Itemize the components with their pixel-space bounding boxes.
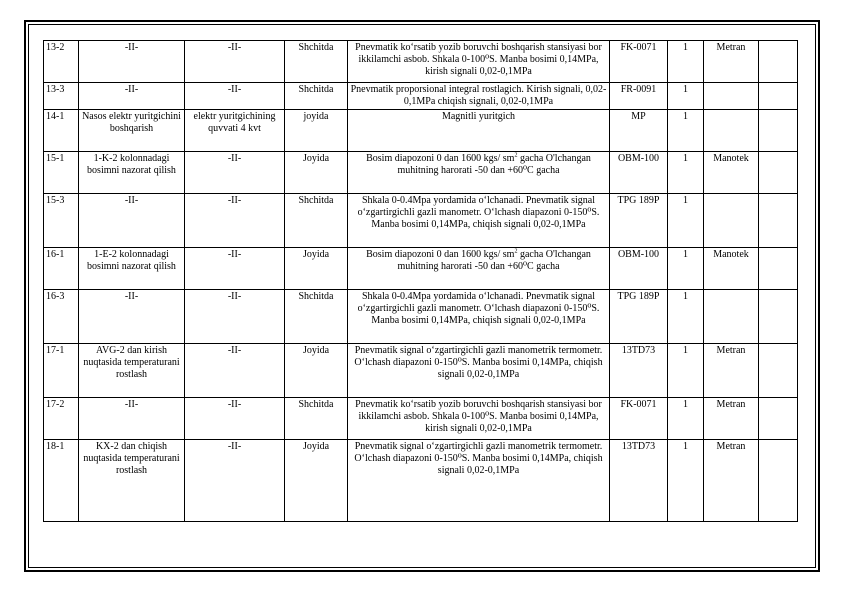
cell-manufacturer: Metran	[704, 344, 759, 398]
cell-position: 13-3	[44, 83, 79, 110]
cell-manufacturer: Metran	[704, 41, 759, 83]
cell-position: 16-1	[44, 248, 79, 290]
cell-manufacturer	[704, 83, 759, 110]
table-row	[44, 41, 798, 83]
cell-location: Joyida	[285, 440, 348, 522]
table-row	[44, 344, 798, 398]
cell-description: Shkala 0-0.4Mpa yordamida o‘lchanadi. Pnevmatik signal o‘zgartirgichli gazli manometr. O‘lchash diapazoni 0-150⁰S. Manba bosimi 0,14MPa, chiqish signali 0,02-0,1MPa	[348, 194, 610, 248]
cell-location: Joyida	[285, 152, 348, 194]
cell-location: Shchitda	[285, 41, 348, 83]
cell-blank	[759, 440, 798, 522]
cell-parameter: -II-	[79, 83, 185, 110]
cell-parameter: -II-	[79, 290, 185, 344]
cell-position: 15-1	[44, 152, 79, 194]
cell-manufacturer	[704, 194, 759, 248]
cell-blank	[759, 248, 798, 290]
cell-position: 13-2	[44, 41, 79, 83]
cell-type: TPG 189P	[610, 290, 668, 344]
cell-description: Magnitli yuritgich	[348, 110, 610, 152]
cell-quantity: 1	[668, 248, 704, 290]
cell-type: FK-0071	[610, 41, 668, 83]
cell-quantity: 1	[668, 152, 704, 194]
cell-quantity: 1	[668, 194, 704, 248]
table-row	[44, 152, 798, 194]
cell-position: 17-1	[44, 344, 79, 398]
cell-function: -II-	[185, 194, 285, 248]
cell-parameter: AVG-2 dan kirish nuqtasida temperaturani rostlash	[79, 344, 185, 398]
cell-parameter: -II-	[79, 398, 185, 440]
cell-blank	[759, 41, 798, 83]
cell-manufacturer: Metran	[704, 398, 759, 440]
table-row	[44, 194, 798, 248]
table-row	[44, 248, 798, 290]
cell-type: FK-0071	[610, 398, 668, 440]
cell-description: Pnevmatik ko‘rsatib yozib boruvchi boshqarish stansiyasi bor ikkilamchi asbob. Shkala 0-100⁰S. Manba bosimi 0,14MPa, kirish signali 0,02-0,1MPa	[348, 41, 610, 83]
cell-position: 18-1	[44, 440, 79, 522]
cell-type: 13TD73	[610, 440, 668, 522]
cell-manufacturer	[704, 110, 759, 152]
cell-location: Shchitda	[285, 83, 348, 110]
cell-description: Pnevmatik signal o‘zgartirgichli gazli manometrik termometr. O‘lchash diapazoni 0-150⁰S. Manba bosimi 0,14MPa, chiqish signali 0,02-0,1MPa	[348, 440, 610, 522]
cell-type: FR-0091	[610, 83, 668, 110]
cell-position: 15-3	[44, 194, 79, 248]
cell-parameter: -II-	[79, 194, 185, 248]
cell-manufacturer: Metran	[704, 440, 759, 522]
cell-type: OBM-100	[610, 152, 668, 194]
cell-parameter: -II-	[79, 41, 185, 83]
cell-description: Pnevmatik signal o‘zgartirgichli gazli manometrik termometr. O‘lchash diapazoni 0-150⁰S. Manba bosimi 0,14MPa, chiqish signali 0,02-0,1MPa	[348, 344, 610, 398]
cell-quantity: 1	[668, 344, 704, 398]
cell-location: Shchitda	[285, 290, 348, 344]
cell-function: elektr yuritgichining quvvati 4 kvt	[185, 110, 285, 152]
description-text: Bosim diapozoni 0 dan 1600 kgs/ sm	[366, 249, 515, 260]
cell-description	[348, 152, 610, 194]
cell-quantity: 1	[668, 110, 704, 152]
cell-type: OBM-100	[610, 248, 668, 290]
cell-position: 14-1	[44, 110, 79, 152]
cell-quantity: 1	[668, 398, 704, 440]
table-body	[44, 41, 798, 522]
cell-function: -II-	[185, 440, 285, 522]
cell-manufacturer: Manotek	[704, 248, 759, 290]
cell-description: Pnevmatik proporsional integral rostlagich. Kirish signali, 0,02-0,1MPa chiqish signali, 0,02-0,1MPa	[348, 83, 610, 110]
cell-blank	[759, 344, 798, 398]
cell-parameter: 1-E-2 kolonnadagi bosimni nazorat qilish	[79, 248, 185, 290]
cell-blank	[759, 194, 798, 248]
cell-quantity: 1	[668, 440, 704, 522]
cell-location: joyida	[285, 110, 348, 152]
superscript: 2	[514, 248, 518, 255]
cell-blank	[759, 290, 798, 344]
cell-description: Shkala 0-0.4Mpa yordamida o‘lchanadi. Pnevmatik signal o‘zgartirgichli gazli manometr. O‘lchash diapazoni 0-150⁰S. Manba bosimi 0,14MPa, chiqish signali 0,02-0,1MPa	[348, 290, 610, 344]
cell-manufacturer: Manotek	[704, 152, 759, 194]
table-row	[44, 398, 798, 440]
cell-quantity: 1	[668, 83, 704, 110]
cell-function: -II-	[185, 290, 285, 344]
table-row	[44, 290, 798, 344]
cell-location: Shchitda	[285, 398, 348, 440]
cell-function: -II-	[185, 248, 285, 290]
cell-function: -II-	[185, 398, 285, 440]
cell-blank	[759, 110, 798, 152]
cell-function: -II-	[185, 344, 285, 398]
table-row	[44, 440, 798, 522]
cell-function: -II-	[185, 152, 285, 194]
table-row	[44, 83, 798, 110]
cell-quantity: 1	[668, 290, 704, 344]
description-text: Bosim diapozoni 0 dan 1600 kgs/ sm	[366, 153, 515, 164]
cell-parameter: KX-2 dan chiqish nuqtasida temperaturani rostlash	[79, 440, 185, 522]
cell-location: Shchitda	[285, 194, 348, 248]
cell-type: TPG 189P	[610, 194, 668, 248]
cell-location: Joyida	[285, 344, 348, 398]
cell-description	[348, 248, 610, 290]
specification-table	[43, 40, 798, 522]
cell-location: Joyida	[285, 248, 348, 290]
cell-position: 16-3	[44, 290, 79, 344]
cell-type: MP	[610, 110, 668, 152]
table-row	[44, 110, 798, 152]
description-text-cont: gacha O'lchangan muhitning harorati -50 dan +60⁰C gacha	[397, 249, 591, 272]
cell-type: 13TD73	[610, 344, 668, 398]
cell-manufacturer	[704, 290, 759, 344]
cell-parameter: Nasos elektr yuritgichini boshqarish	[79, 110, 185, 152]
cell-blank	[759, 398, 798, 440]
cell-parameter: 1-K-2 kolonnadagi bosimni nazorat qilish	[79, 152, 185, 194]
description-text-cont: gacha O'lchangan muhitning harorati -50 dan +60⁰C gacha	[397, 153, 591, 176]
cell-function: -II-	[185, 83, 285, 110]
superscript: 2	[514, 152, 518, 159]
cell-description: Pnevmatik ko‘rsatib yozib boruvchi boshqarish stansiyasi bor ikkilamchi asbob. Shkala 0-100⁰S. Manba bosimi 0,14MPa, kirish signali 0,02-0,1MPa	[348, 398, 610, 440]
cell-blank	[759, 152, 798, 194]
cell-quantity: 1	[668, 41, 704, 83]
cell-position: 17-2	[44, 398, 79, 440]
cell-function: -II-	[185, 41, 285, 83]
cell-blank	[759, 83, 798, 110]
